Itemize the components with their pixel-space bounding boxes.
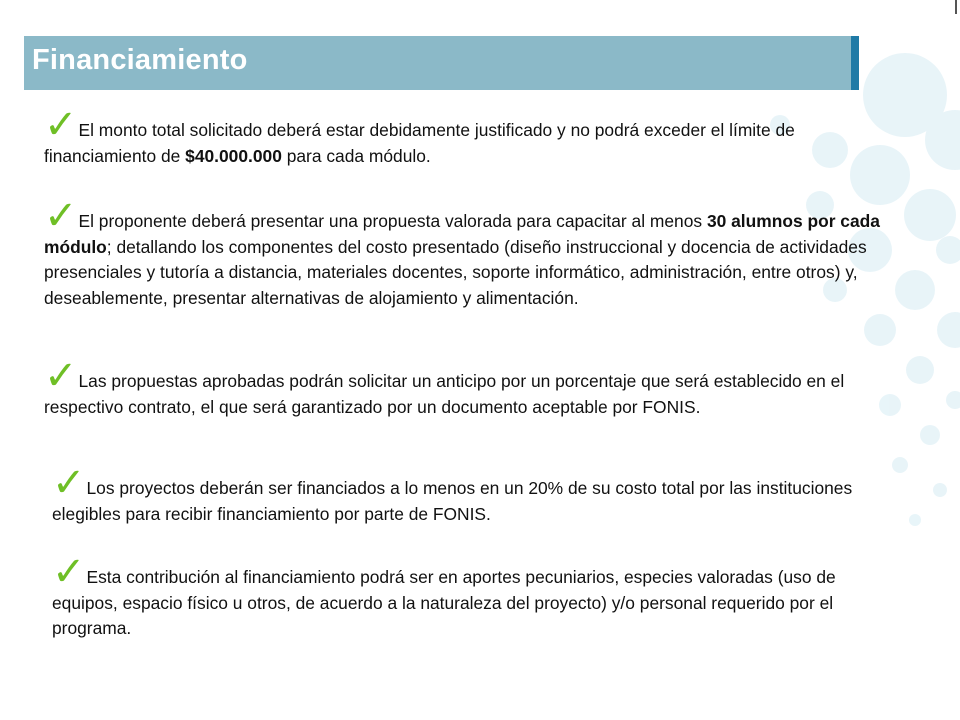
checkmark-icon: ✓ [52, 549, 86, 595]
bullet-item-funding-limit: ✓El monto total solicitado deberá estar debidamente justificado y no podrá exceder el límite de financiamiento de $40.000.000 para cada módulo. [44, 102, 795, 166]
bullet-item-proposal: ✓El proponente deberá presentar una propuesta valorada para capacitar al menos 30 alumnos por cada módulo; detallando los componentes del costo presentado (diseño instruccional y docencia de actividades presenciales y tutoría a distancia, materiales docentes, soporte informático, administración, entre otros) y, deseablemente, presentar alternativas de alojamiento y alimentación. [44, 193, 880, 308]
bullet-item-contribution: ✓Esta contribución al financiamiento podrá ser en aportes pecuniarios, especies valoradas (uso de equipos, espacio físico u otros, de acuerdo a la naturaleza del proyecto) y/o personal requerido por el programa. [52, 549, 836, 638]
slide-title: Financiamiento [32, 44, 248, 76]
bullet-item-cofinancing: ✓Los proyectos deberán ser financiados a lo menos en un 20% de su costo total por las instituciones elegibles para recibir financiamiento por parte de FONIS. [52, 460, 853, 524]
checkmark-icon: ✓ [52, 460, 86, 506]
checkmark-icon: ✓ [44, 193, 78, 239]
bullet-item-advance: ✓Las propuestas aprobadas podrán solicitar un anticipo por un porcentaje que será establecido en el respectivo contrato, el que será garantizado por un documento aceptable por FONIS. [44, 353, 845, 417]
checkmark-icon: ✓ [44, 102, 78, 148]
checkmark-icon: ✓ [44, 353, 78, 399]
